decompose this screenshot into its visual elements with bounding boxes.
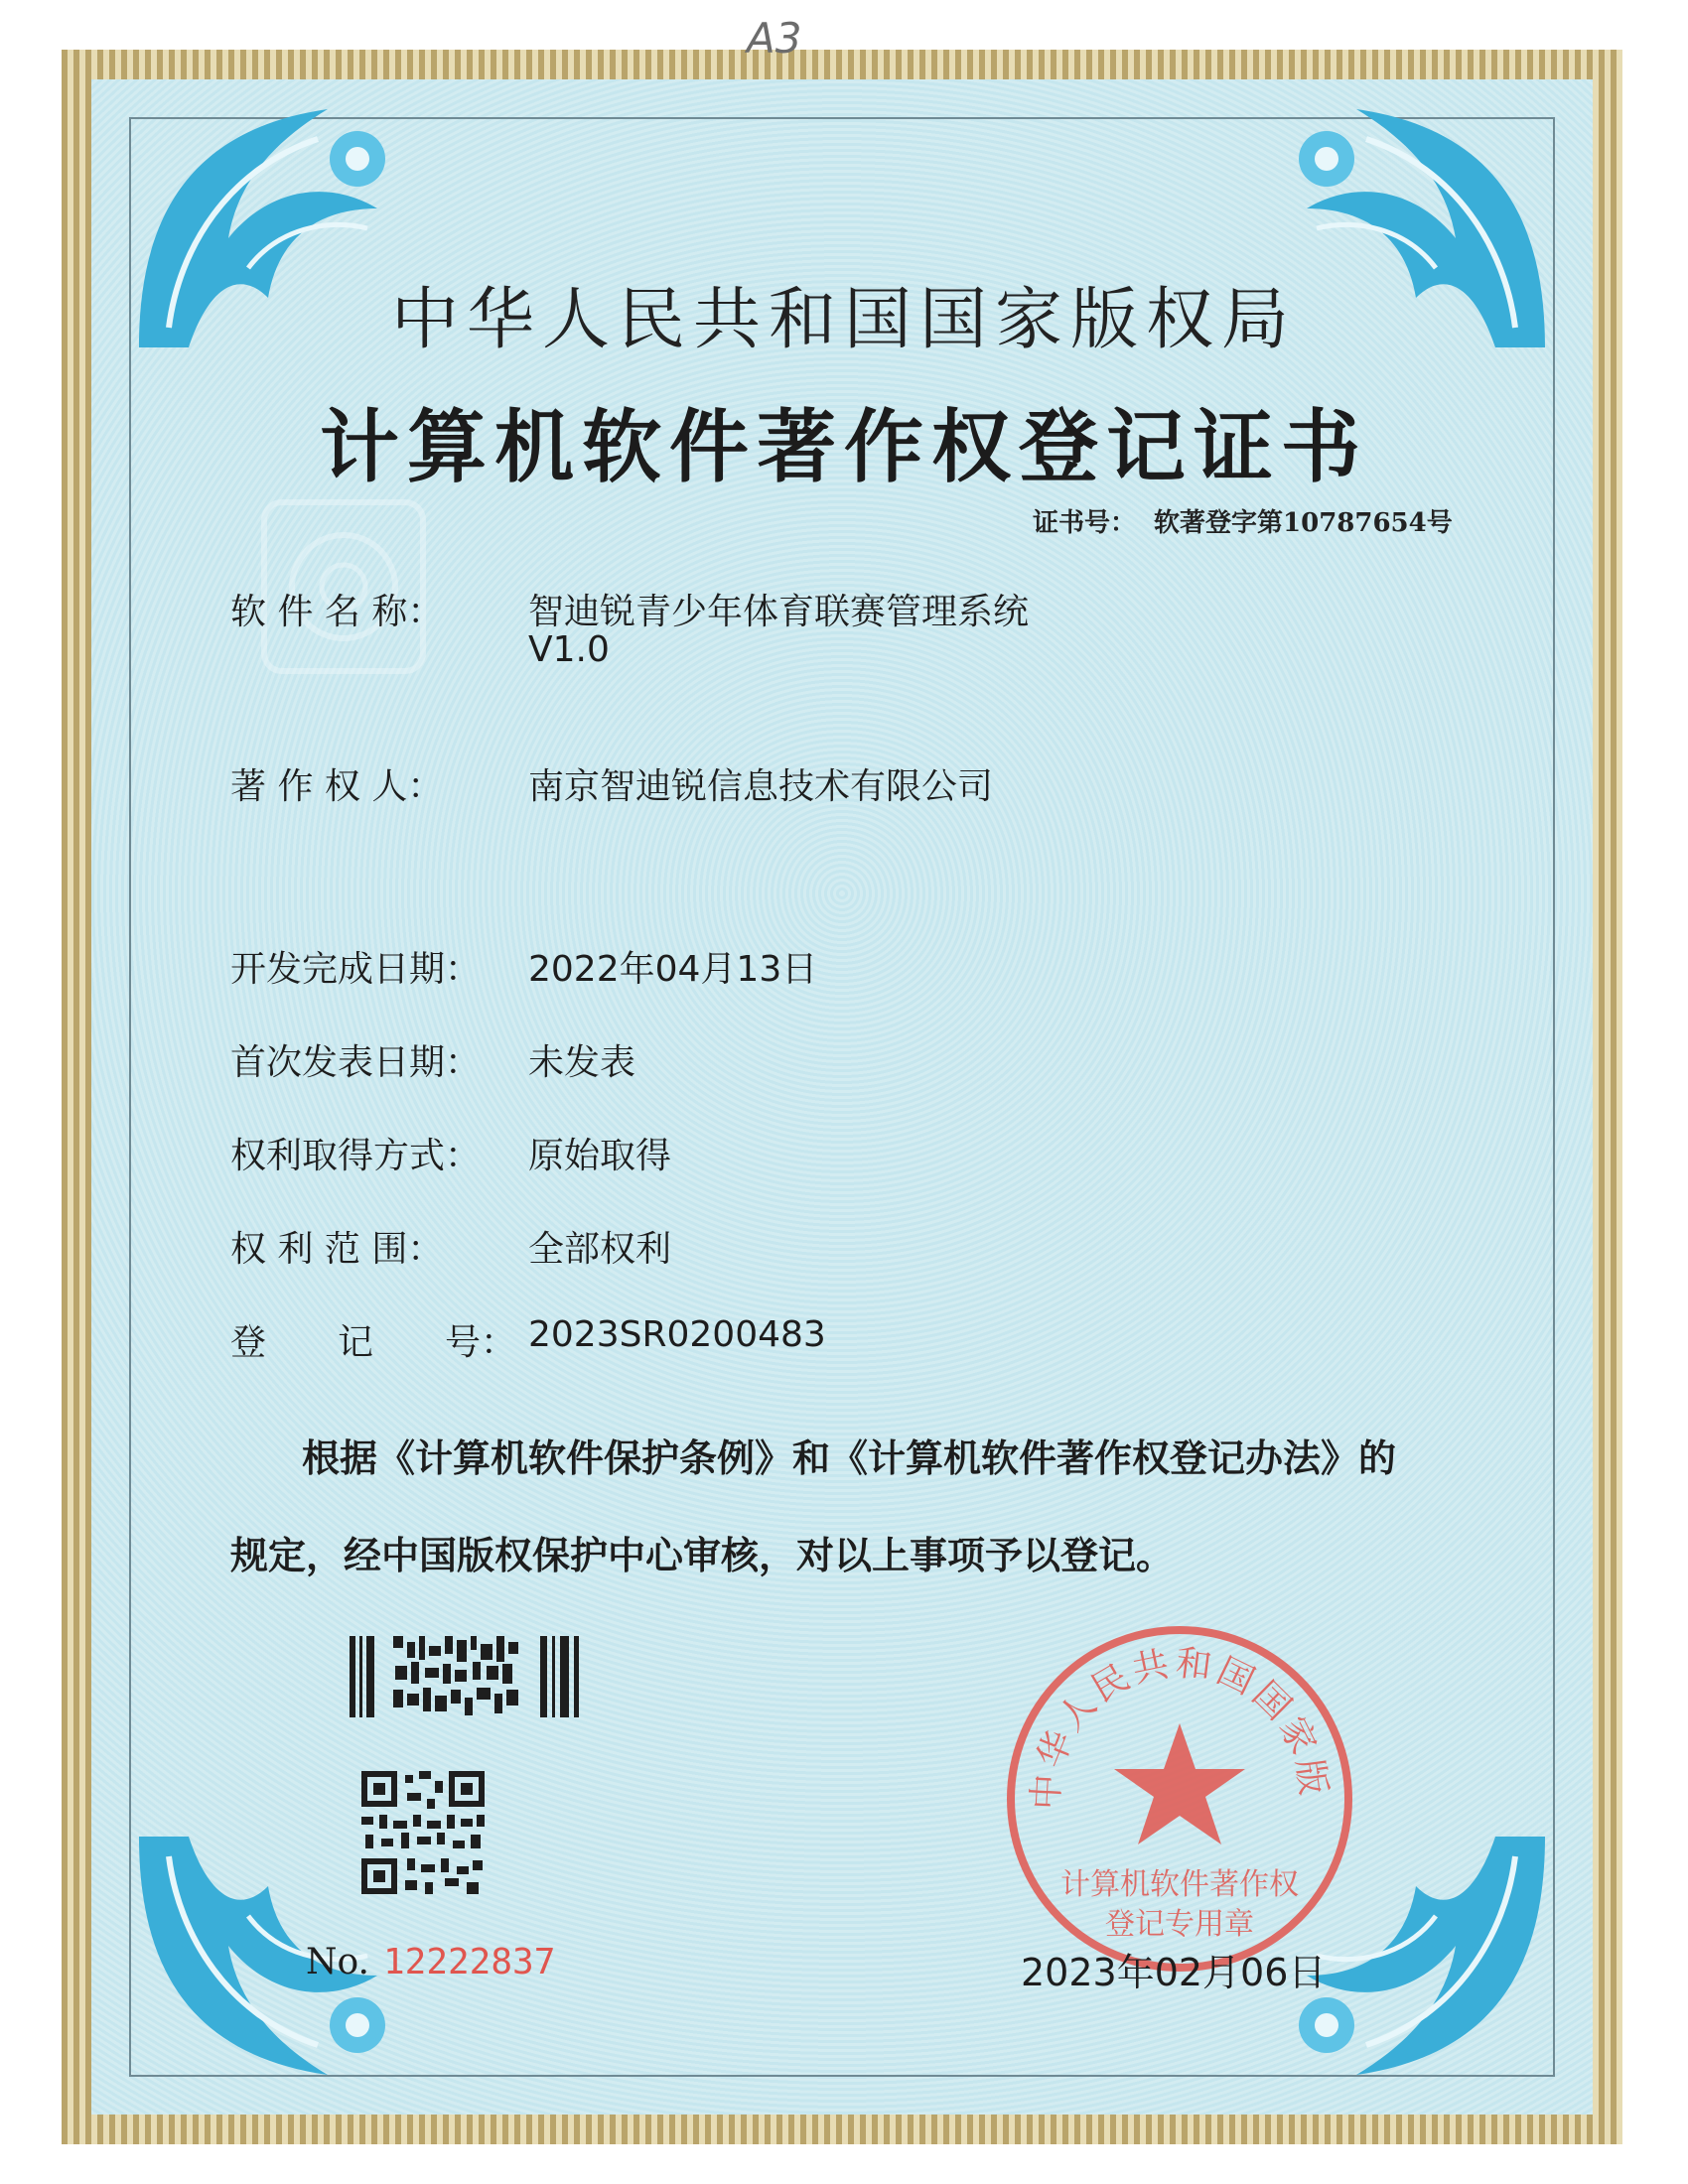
- statement-line-2: 规定，经中国版权保护中心审核，对以上事项予以登记。: [230, 1534, 1175, 1577]
- issuing-agency: 中华人民共和国国家版权局: [390, 281, 1297, 359]
- field-label: 权 利 范 围：: [230, 1229, 444, 1270]
- field-copyright-holder: [230, 758, 993, 809]
- certificate-number-value: 软著登字第10787654号: [1154, 508, 1453, 538]
- qr-code-icon: [361, 1771, 485, 1894]
- field-completion-date: [230, 941, 817, 992]
- svg-text:中华人民共和国国家版权局: 中华人民共和国国家版: [1026, 1642, 1335, 1812]
- field-label: 著 作 权 人：: [230, 766, 444, 807]
- certificate-number: [1033, 502, 1453, 539]
- field-label: 软 件 名 称：: [230, 592, 444, 632]
- field-acquisition-method: [230, 1128, 671, 1178]
- field-value: 南京智迪锐信息技术有限公司: [528, 766, 994, 807]
- field-label: 开发完成日期：: [230, 949, 482, 990]
- field-registration-number: [230, 1314, 826, 1365]
- field-value: 2022年04月13日: [528, 949, 818, 990]
- field-first-publication-date: [230, 1034, 635, 1085]
- handwritten-mark: A3: [747, 14, 802, 63]
- certificate-title: 计算机软件著作权登记证书: [320, 400, 1368, 493]
- field-value: 2023SR0200483: [528, 1314, 826, 1355]
- field-value: 原始取得: [528, 1136, 672, 1176]
- seal-center-line-2: 登记专用章: [1105, 1907, 1254, 1942]
- field-label: 权利取得方式：: [230, 1136, 482, 1176]
- field-value: 全部权利: [528, 1229, 672, 1270]
- serial-value: 12222837: [382, 1942, 556, 1982]
- serial-number: [306, 1942, 555, 1982]
- field-value: 未发表: [528, 1042, 636, 1083]
- official-seal-stamp: [1001, 1620, 1358, 1978]
- field-value-version: V1.0: [528, 629, 610, 670]
- statement-line-1: 根据《计算机软件保护条例》和《计算机软件著作权登记办法》的: [302, 1436, 1397, 1480]
- issue-date: 2023年02月06日: [1021, 1951, 1327, 1994]
- certificate-number-label: 证书号：: [1033, 508, 1137, 538]
- seal-center-line-1: 计算机软件著作权: [1060, 1867, 1299, 1902]
- field-rights-scope: [230, 1221, 671, 1272]
- field-label: 登 记 号：: [230, 1322, 517, 1363]
- field-label: 首次发表日期：: [230, 1042, 482, 1083]
- field-software-name: [230, 584, 1030, 670]
- serial-prefix: No.: [306, 1942, 369, 1982]
- field-value: 智迪锐青少年体育联赛管理系统: [528, 592, 1030, 632]
- barcode-icon: [350, 1636, 584, 1717]
